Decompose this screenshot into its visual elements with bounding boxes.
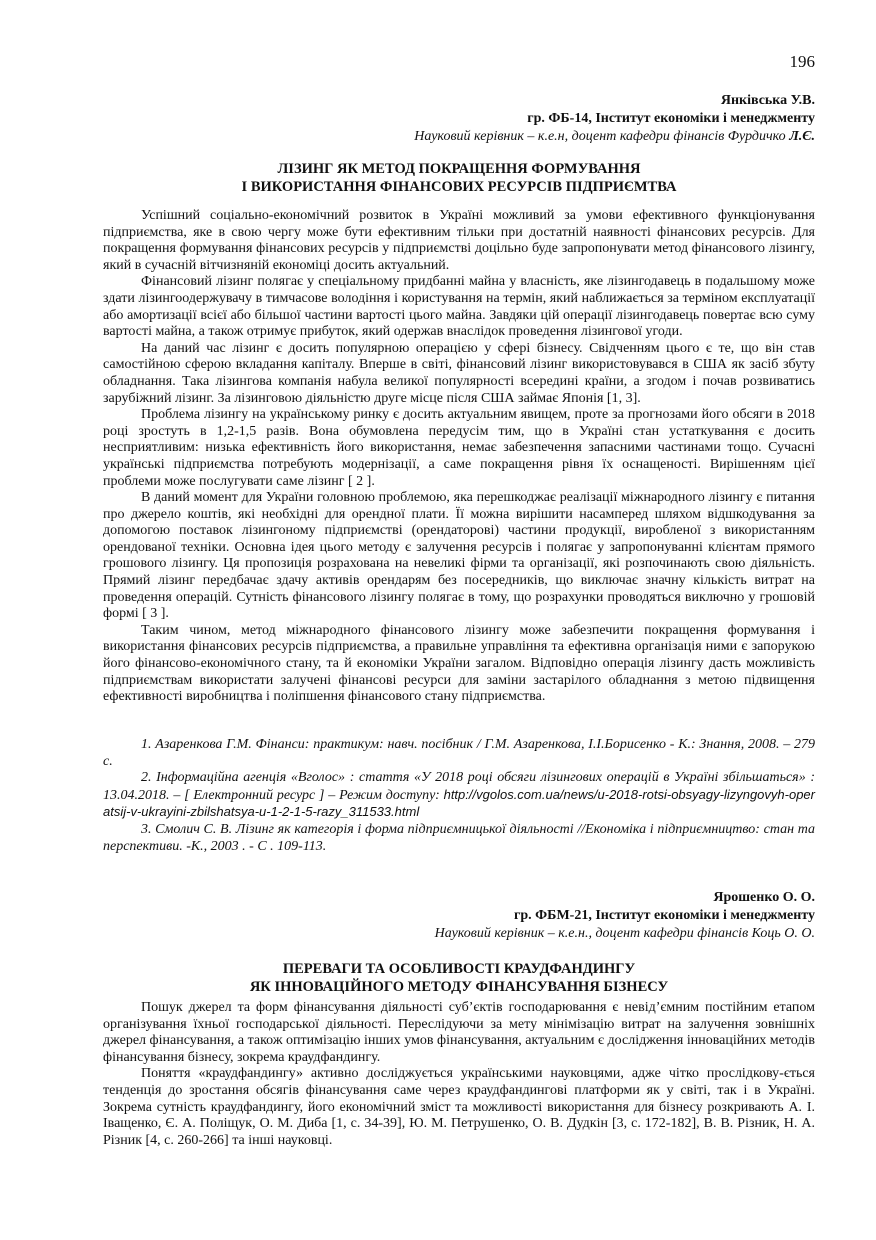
- article2-group: гр. ФБМ-21, Інститут економіки і менеджменту: [514, 908, 815, 923]
- article1-supervisor-initials: Л.Є.: [789, 129, 815, 144]
- reference-text: 2. Інформаційна агенція «Вголос» : стаття «У 2018 році обсяги лізингових операцій в Україні збільшаться» : 13.04.2018. – [ Електронний ресурс ] – Режим доступу:: [103, 770, 815, 803]
- paragraph: В даний момент для України головною проблемою, яка перешкоджає реалізації міжнародного лізингу є питання про джерело коштів, які необхідні для орендної плати. Її можна вирішити насамперед шляхом відшкодування за допомогою поставок лізингоному підприємстві (орендаторові) частини продукції, виробленої з використанням орендованої техніки. Основна ідея цього методу є залучення ресурсів і полягає у запропонуванні клієнтам прямого грошового лізингу. Ця пропозиція розрахована на невеликі фірми та організації, які розпочинають свою діяльність. Прямий лізинг передбачає здачу активів орендарям без посередників, що виключає значну кількість витрат на проведення операцій. Сутність фінансового лізингу полягає в тому, що розрахунки проводяться виключно у грошовій формі [ 3 ].: [103, 490, 815, 622]
- article1-group: гр. ФБ-14, Інститут економіки і менеджменту: [527, 111, 815, 126]
- article1-title-line2: І ВИКОРИСТАННЯ ФІНАНСОВИХ РЕСУРСІВ ПІДПРИЄМТВА: [241, 179, 677, 195]
- paragraph: На даний час лізинг є досить популярною операцією у сфері бізнесу. Свідченням цього є те, що він став самостійною сферою вкладання капіталу. Вперше в світі, фінансовий лізинг використовувався в США як засіб збуту обладнання. Така лізингова компанія набула великої популярності всередині країни, а згодом і почав розвиватись зарубіжний лізинг. За лізинговою діяльністю друге місце після США займає Японія [1, 3].: [103, 340, 815, 406]
- paragraph: Поняття «краудфандингу» активно досліджується українськими науковцями, адже чітко прослідкову-ється тенденція до зростання обсягів фінансування саме через краудфандингові платформи як у світі, так і в Україні. Зокрема сутність краудфандингу, його економічний зміст та можливості використання для бізнесу розкривають А. І. Іващенко, Є. А. Поліщук, О. М. Диба [1, с. 34-39], Ю. М. Петрушенко, О. В. Дудкін [3, с. 172-182], В. В. Різник, Н. А. Різник [4, с. 260-266] та інші науковці.: [103, 1066, 815, 1148]
- article2-title-line1: ПЕРЕВАГИ ТА ОСОБЛИВОСТІ КРАУДФАНДИНГУ: [282, 961, 636, 977]
- article2-body: [103, 1000, 815, 1149]
- article2-title-line2: ЯК ІННОВАЦІЙНОГО МЕТОДУ ФІНАНСУВАННЯ БІЗНЕСУ: [249, 979, 669, 995]
- article2-author-block: [435, 889, 815, 943]
- article1-supervisor: Науковий керівник – к.е.н, доцент кафедри фінансів Фурдичко: [414, 129, 790, 144]
- reference-item: 3. Смолич С. В. Лізинг як категорія і форма підприємницької діяльності //Економіка і підприємництво: стан та перспективи. -К., 2003 . - С . 109-113.: [103, 821, 815, 854]
- page-number: 196: [789, 52, 815, 71]
- paragraph: Успішний соціально-економічний розвиток в Україні можливий за умови ефективного функціонування підприємства, яке в свою чергу може бути ефективним тільки при достатній наявності фінансових ресурсів. Для покращення формування фінансових ресурсів у підприємстві доцільно буде запропонувати метод фінансового лізингу, який в сучасній вітчизняній економіці досить актуальний.: [103, 208, 815, 273]
- article2-author: Ярошенко О. О.: [713, 890, 815, 905]
- paragraph: Пошук джерел та форм фінансування діяльності суб’єктів господарювання є невід’ємним постійним етапом організування їхньої господарської діяльності. Переслідуючи за мету мінімізацію витрат на залучення зовнішніх джерел фінансування, а також оптимізацію інших умов фінансування, актуальним є дослідження інноваційних методів фінансування бізнесу, зокрема краудфандингу.: [103, 1000, 815, 1065]
- article1-supervisor-line: [414, 128, 815, 146]
- paragraph: Фінансовий лізинг полягає у спеціальному придбанні майна у власність, яке лізингодавець в подальшому може здати лізингоодержувачу в тимчасове володіння і користування на термін, який наближається за терміном експлуатації або амортизації всієї або більшої частини вартості цього майна. Завдяки цій операції лізингодавець повертає всю суму вартості майна, а також отримує прибуток, який одержав внаслідок проведення лізингової угоди.: [103, 274, 815, 340]
- article1-body: [103, 208, 815, 706]
- article1-author: Янківська У.В.: [720, 93, 815, 108]
- paragraph: Проблема лізингу на українському ринку є досить актуальним явищем, проте за прогнозами його обсяги в 2018 році зростуть в 1,2-1,5 разів. Вона обумовлена передусім тим, що в Україні стан устаткування є досить несприятливим: низька ефективність його використання, немає забезпечення запасними частинами тощо. Сучасні українські підприємства потребують модернізації, а саме покращення рівня їх оснащеності. Вирішенням цієї проблеми може послугувати саме лізинг [ 2 ].: [103, 407, 815, 489]
- article2-title: [103, 960, 815, 996]
- article1-references: [103, 737, 815, 855]
- article1-author-block: [414, 92, 815, 146]
- reference-item: 1. Азаренкова Г.М. Фінанси: практикум: навч. посібник / Г.М. Азаренкова, І.І.Борисенко - К.: Знання, 2008. – 279 с.: [103, 737, 815, 769]
- article1-title-line1: ЛІЗИНГ ЯК МЕТОД ПОКРАЩЕННЯ ФОРМУВАННЯ: [277, 161, 641, 177]
- article2-supervisor: Науковий керівник – к.е.н., доцент кафедри фінансів Коць О. О.: [434, 926, 815, 941]
- paragraph: Таким чином, метод міжнародного фінансового лізингу може забезпечити покращення формування і використання фінансових ресурсів підприємства, а правильне управління та ефективна організація ними є запорукою його фінансово-економічного стану, та й економіки України загалом. Відповідно операція лізингу дасть можливість підприємствам використати залучені фінансові ресурси для заміни застарілого обладнання з метою підвищення ефективності виробництва і поліпшення фінансового стану підприємства.: [103, 622, 815, 705]
- article1-title: [103, 160, 815, 196]
- reference-item: [103, 770, 815, 822]
- reference-link[interactable]: http://vgolos.com.ua/news/u-2018-rotsi-obsyagy-lizyngovyh-operatsij-v-ukrayini-zbilshatsya-u-1-2-1-5-razy_311533.html: [103, 786, 815, 820]
